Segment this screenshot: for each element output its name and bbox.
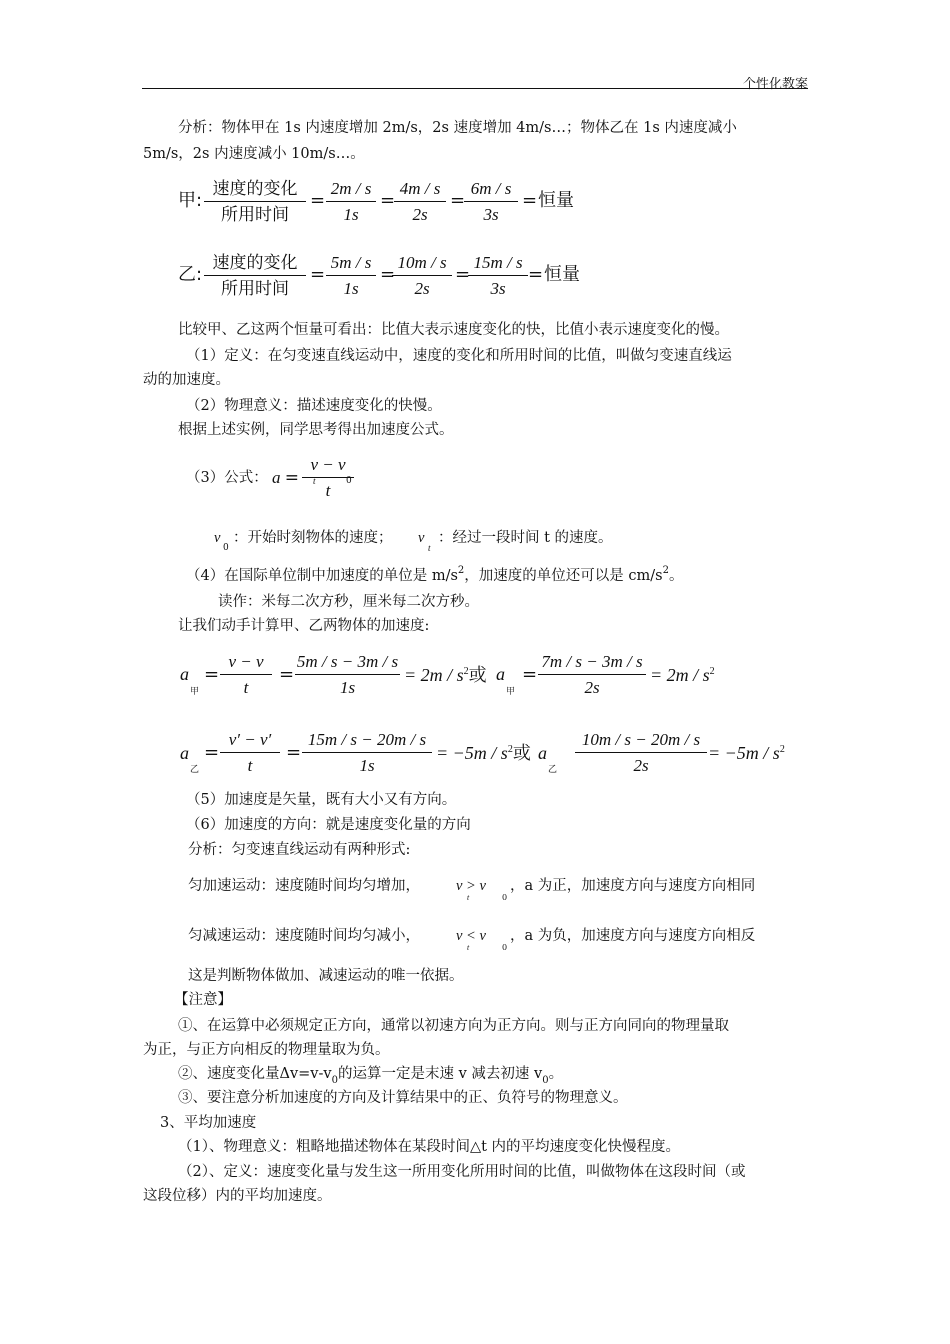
frac-bar: [204, 275, 306, 276]
calc-yi-f3-den: 2s: [633, 756, 649, 775]
formula-label: （3）公式：: [186, 470, 268, 486]
calc-jia-frac-3: [538, 651, 646, 699]
equals-sign: =: [522, 190, 538, 211]
accel-pre: 匀加速运动：速度随时间均匀增加，: [188, 878, 420, 894]
calc-jia-res2: = 2m / s: [650, 665, 710, 685]
calc-yi-result: [436, 742, 531, 768]
calc-yi-a2: a: [538, 743, 547, 763]
calc-jia-a2-sub: 甲: [506, 687, 516, 697]
frac-bar: [220, 752, 280, 753]
accel-post: ，a 为正，加速度方向与速度方向相同: [510, 878, 756, 894]
calc-yi-res: = −5m / s: [436, 743, 508, 763]
calc-yi-a: a: [180, 743, 189, 763]
think-line: 根据上述实例，同学思考得出加速度公式。: [178, 422, 454, 438]
calc-yi-res2: = −5m / s: [708, 743, 780, 763]
eq-yi-num3: 15m / s: [473, 253, 523, 272]
vector-line: （5）加速度是矢量，既有大小又有方向。: [186, 792, 457, 808]
eq-yi-den1: 1s: [343, 279, 359, 298]
unit-sup-2: 2: [662, 565, 669, 576]
unit-pre: （4）在国际单位制中加速度的单位是 m/s: [186, 568, 458, 584]
calc-yi-a2-sub: 乙: [548, 765, 558, 775]
calc-yi-den: t: [247, 756, 253, 775]
frac-bar: [326, 201, 376, 202]
frac-bar: [538, 674, 646, 675]
note-1-line-1: ①、在运算中必须规定正方向，通常以初速方向为正方向。则与正方向同向的物理量取: [178, 1018, 729, 1034]
compare-line: 比较甲、乙这两个恒量可看出：比值大表示速度变化的快，比值小表示速度变化的慢。: [178, 322, 729, 338]
calc-yi-a-sub: 乙: [190, 765, 200, 775]
equals-sign: =: [528, 264, 544, 285]
calc-yi-frac-2: [302, 729, 432, 777]
calc-jia-a2: a: [496, 664, 505, 684]
eq-jia-num1: 2m / s: [330, 179, 372, 198]
reading-line: 读作：米每二次方秒，厘米每二次方秒。: [218, 594, 479, 610]
note-1-line-2: 为正，与正方向相反的物理量取为负。: [143, 1042, 390, 1058]
eq-yi-label: 乙:: [178, 264, 203, 285]
note-2-mid: 的运算一定是末速 v 减去初速 v: [337, 1066, 543, 1082]
unit-post: 。: [668, 568, 684, 584]
eq-yi-frac-3: [468, 252, 528, 300]
eq-yi-num0: 速度的变化: [212, 253, 298, 273]
eq-yi-result: 恒量: [544, 264, 580, 285]
calc-jia-or: 或: [468, 665, 487, 686]
eq-yi-frac-0: [204, 252, 306, 300]
eq-yi-den2: 2s: [414, 279, 430, 298]
unit-mid: ，加速度的单位还可以是 cm/s: [464, 568, 663, 584]
frac-bar: [394, 201, 446, 202]
accel-sub-t: t: [467, 893, 470, 902]
avg-heading: 3、平均加速度: [160, 1115, 257, 1131]
note-3-line: ③、要注意分析加速度的方向及计算结果中的正、负符号的物理意义。: [178, 1090, 628, 1106]
equals-sign: =: [310, 190, 326, 211]
eq-yi-num1: 5m / s: [330, 253, 372, 272]
formula-lhs: a =: [272, 468, 299, 488]
calc-jia-frac-1: [220, 651, 272, 699]
calc-yi-f2-den: 1s: [359, 756, 375, 775]
equals-sign: =: [450, 190, 466, 211]
equals-sign: =: [310, 264, 326, 285]
note-2-post: 。: [548, 1066, 564, 1082]
eq-jia-frac-3: [464, 178, 518, 226]
header-rule: [142, 88, 808, 89]
frac-bar: [575, 752, 707, 753]
meaning-line: （2）物理意义：描述速度变化的快慢。: [186, 398, 442, 414]
calc-jia-sup2: 2: [709, 666, 715, 677]
decel-pre: 匀减速运动：速度随时间均匀减小，: [188, 928, 420, 944]
avg-2-line-2: 这段位移）内的平均加速度。: [143, 1188, 332, 1204]
frac-bar: [204, 201, 306, 202]
formula-a: a: [272, 468, 281, 487]
calc-yi-num: v′ − v′: [228, 730, 272, 749]
formula-den: t: [325, 481, 331, 500]
unit-sup-1: 2: [457, 565, 465, 576]
definition-line-2: 动的加速度。: [143, 372, 230, 388]
eq-jia-den3: 3s: [483, 205, 499, 224]
calc-yi-sup: 2: [507, 744, 513, 755]
calc-jia-f2-num: 5m / s − 3m / s: [296, 652, 399, 671]
eq-jia-frac-1: [326, 178, 376, 226]
eq-jia-den2: 2s: [412, 205, 428, 224]
calc-jia-a: a: [180, 664, 189, 684]
decel-cond: v < v: [456, 928, 486, 944]
calc-jia-result-2: [650, 664, 715, 690]
decel-post: ，a 为负，加速度方向与速度方向相反: [510, 928, 756, 944]
eq-jia-num3: 6m / s: [470, 179, 512, 198]
eq-yi-den0: 所用时间: [221, 279, 289, 299]
avg-1-line: （1）、物理意义：粗略地描述物体在某段时间△t 内的平均速度变化快慢程度。: [178, 1139, 681, 1155]
frac-bar: [295, 674, 400, 675]
note-2-line: [178, 1064, 563, 1086]
calc-jia-f3-num: 7m / s − 3m / s: [541, 652, 643, 671]
avg-2-line-1: （2）、定义：速度变化量与发生这一所用变化所用时间的比值，叫做物体在这段时间（或: [178, 1164, 746, 1180]
v0-text: ：开始时刻物体的速度；: [233, 530, 393, 546]
frac-bar: [326, 275, 376, 276]
eq-yi-den3: 3s: [490, 279, 506, 298]
formula-num: v − v: [310, 455, 346, 474]
eq-jia-den1: 1s: [343, 205, 359, 224]
eq-jia-frac-0: [204, 178, 306, 226]
calc-jia-a-sub: 甲: [190, 687, 200, 697]
frac-bar: [392, 275, 452, 276]
basis-line: 这是判断物体做加、减速运动的唯一依据。: [188, 968, 464, 984]
note-2-sub2: 0: [542, 1075, 549, 1086]
equals-sign: =: [279, 664, 295, 685]
equals-sign: =: [286, 742, 302, 763]
eq-jia-num2: 4m / s: [399, 179, 441, 198]
calc-jia-sup: 2: [463, 666, 469, 677]
calc-jia-den: t: [243, 678, 249, 697]
frac-bar: [468, 275, 528, 276]
unit-line: [186, 566, 683, 588]
note-2-sub: 0: [331, 1075, 338, 1086]
eq-yi-frac-2: [392, 252, 452, 300]
eq-jia-num0: 速度的变化: [212, 179, 298, 199]
note-2-pre: ②、速度变化量Δv=v-v: [178, 1066, 332, 1082]
equals-sign: =: [455, 264, 471, 285]
vt-sub: t: [428, 543, 431, 553]
equals-sign: =: [204, 664, 220, 685]
frac-bar: [302, 752, 432, 753]
definition-line-1: （1）定义：在匀变速直线运动中，速度的变化和所用时间的比值，叫做匀变速直线运: [186, 348, 732, 364]
calc-yi-sup2: 2: [779, 744, 785, 755]
equals-sign: =: [380, 190, 396, 211]
analysis-line-1: 分析：物体甲在 1s 内速度增加 2m/s，2s 速度增加 4m/s…；物体乙在 1s 内速度减小: [178, 120, 737, 136]
formula-sub-t: t: [313, 476, 316, 486]
accel-sub-0: 0: [502, 893, 508, 902]
calc-jia-num: v − v: [228, 652, 264, 671]
eq-yi-frac-1: [326, 252, 376, 300]
analysis-line-2: 5m/s，2s 内速度减小 10m/s…。: [143, 146, 365, 162]
decel-sub-t: t: [467, 943, 470, 952]
equals-sign: =: [204, 742, 220, 763]
accel-cond: v > v: [456, 878, 486, 894]
calc-jia-frac-2: [295, 651, 400, 699]
calc-yi-result-2: [708, 742, 785, 768]
frac-bar: [464, 201, 518, 202]
calc-intro-line: 让我们动手计算甲、乙两物体的加速度:: [178, 618, 430, 634]
calc-jia-f3-den: 2s: [584, 678, 600, 697]
calc-jia-f2-den: 1s: [339, 678, 356, 697]
eq-yi-num2: 10m / s: [397, 253, 447, 272]
equals-sign: =: [522, 664, 538, 685]
frac-bar: [220, 674, 272, 675]
calc-yi-frac-3: [575, 729, 707, 777]
eq-jia-result: 恒量: [538, 190, 574, 211]
calc-yi-or: 或: [512, 743, 531, 764]
calc-yi-frac-1: [220, 729, 280, 777]
vt-text: ：经过一段时间 t 的速度。: [438, 530, 613, 546]
calc-jia-result: [404, 664, 487, 690]
calc-yi-f3-num: 10m / s − 20m / s: [581, 730, 701, 749]
note-heading: 【注意】: [174, 992, 232, 1008]
equals-sign: =: [380, 264, 396, 285]
eq-jia-label: 甲:: [178, 190, 203, 211]
page-header: 个性化教案: [742, 77, 808, 92]
analysis-line-3: 分析：匀变速直线运动有两种形式:: [188, 842, 411, 858]
formula-sub-0: 0: [346, 476, 352, 486]
eq-jia-frac-2: [394, 178, 446, 226]
v0-sub: 0: [223, 543, 229, 553]
calc-jia-res: = 2m / s: [404, 665, 464, 685]
calc-yi-f2-num: 15m / s − 20m / s: [307, 730, 427, 749]
direction-line: （6）加速度的方向：就是速度变化量的方向: [186, 817, 471, 833]
vt-symbol: v: [418, 530, 425, 546]
eq-jia-den0: 所用时间: [221, 205, 289, 225]
v0-symbol: v: [214, 530, 221, 546]
decel-sub-0: 0: [502, 943, 508, 952]
